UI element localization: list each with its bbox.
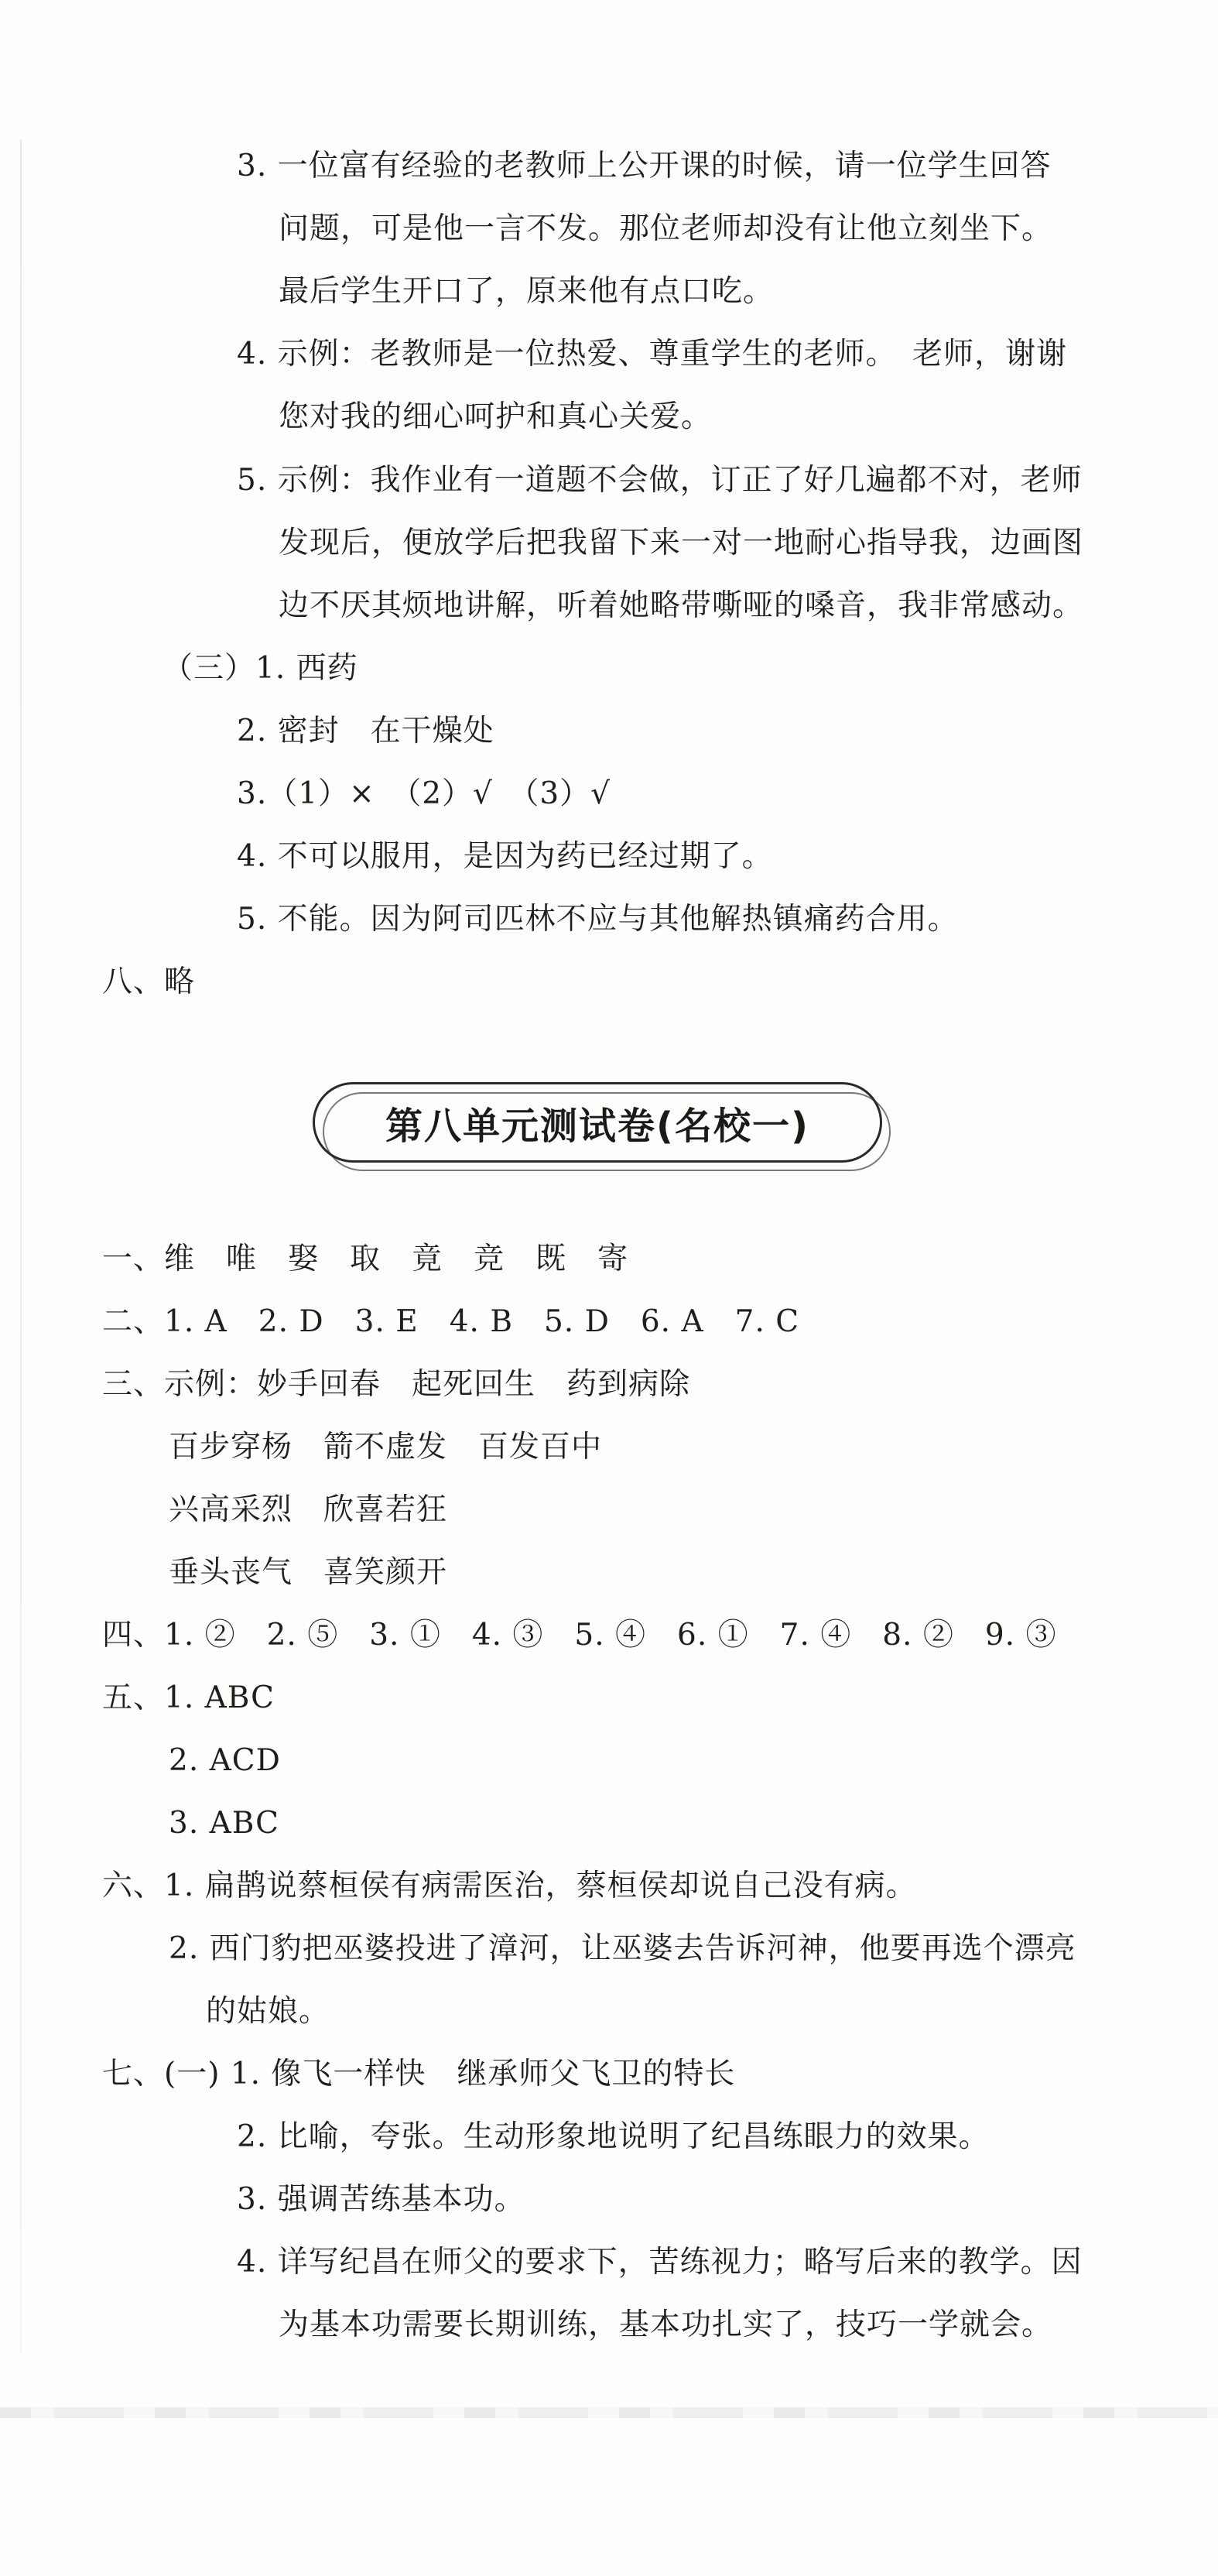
answer-line: 最后学生开口了，原来他有点口吃。 (279, 274, 775, 309)
answer-line: 2. 西门豹把巫婆投进了漳河，让巫婆去告诉河神，他要再选个漂亮 (169, 1931, 1076, 1966)
section-heading: （三）1. 西药 (163, 651, 358, 686)
section-heading: 八、略 (102, 964, 196, 999)
answer-line: 2. 比喻，夸张。生动形象地说明了纪昌练眼力的效果。 (237, 2119, 990, 2154)
scan-bottom-edge (0, 2407, 1218, 2418)
answer-line: 问题，可是他一言不发。那位老师却没有让他立刻坐下。 (279, 211, 1053, 246)
answer-line: 4. 详写纪昌在师父的要求下，苦练视力；略写后来的教学。因 (237, 2245, 1083, 2280)
answer-line: 二、1. A 2. D 3. E 4. B 5. D 6. A 7. C (102, 1304, 800, 1339)
answer-line: 4. 示例：老教师是一位热爱、尊重学生的老师。 老师，谢谢 (237, 337, 1068, 372)
answer-line: 5. 示例：我作业有一道题不会做，订正了好几遍都不对，老师 (237, 463, 1083, 498)
answer-line: 3. ABC (169, 1806, 279, 1841)
answer-line: 2. 密封 在干燥处 (237, 714, 494, 748)
banner-title: 第八单元测试卷(名校一) (385, 1104, 809, 1148)
answer-line: 5. 不能。因为阿司匹林不应与其他解热镇痛药合用。 (237, 902, 959, 937)
answer-line: 3. 强调苦练基本功。 (237, 2182, 525, 2217)
answer-line: 六、1. 扁鹊说蔡桓侯有病需医治，蔡桓侯却说自己没有病。 (102, 1869, 917, 1903)
answer-line: 2. ACD (169, 1743, 281, 1778)
answer-line: 兴高采烈 欣喜若狂 (169, 1492, 448, 1527)
answer-line: 百步穿杨 箭不虚发 百发百中 (169, 1430, 603, 1464)
answer-line: 七、(一) 1. 像飞一样快 继承师父飞卫的特长 (102, 2057, 736, 2091)
answer-line: 您对我的细心呵护和真心关爱。 (279, 399, 713, 434)
answer-line: 边不厌其烦地讲解，听着她略带嘶哑的嗓音，我非常感动。 (279, 588, 1084, 623)
answer-line: 3. 一位富有经验的老教师上公开课的时候，请一位学生回答 (237, 149, 1052, 183)
answer-line: 发现后，便放学后把我留下来一对一地耐心指导我，边画图 (279, 526, 1084, 560)
answer-line: 四、1. ② 2. ⑤ 3. ① 4. ③ 5. ④ 6. ① 7. ④ 8. ② 9. ③ (102, 1618, 1057, 1653)
answer-line: 一、维 唯 娶 取 竟 竞 既 寄 (102, 1242, 629, 1276)
answer-line: 为基本功需要长期训练，基本功扎实了，技巧一学就会。 (279, 2307, 1053, 2342)
answer-line: 的姑娘。 (206, 1994, 330, 2029)
answer-line: 4. 不可以服用，是因为药已经过期了。 (237, 839, 773, 874)
answer-line: 垂头丧气 喜笑颜开 (169, 1555, 448, 1590)
answer-line: 三、示例：妙手回春 起死回生 药到病除 (102, 1367, 691, 1402)
answer-line: 3.（1）× （2）√ （3）√ (237, 776, 611, 811)
answer-line: 五、1. ABC (102, 1680, 275, 1715)
scan-edge (20, 139, 22, 2353)
unit-test-banner (313, 1082, 882, 1163)
